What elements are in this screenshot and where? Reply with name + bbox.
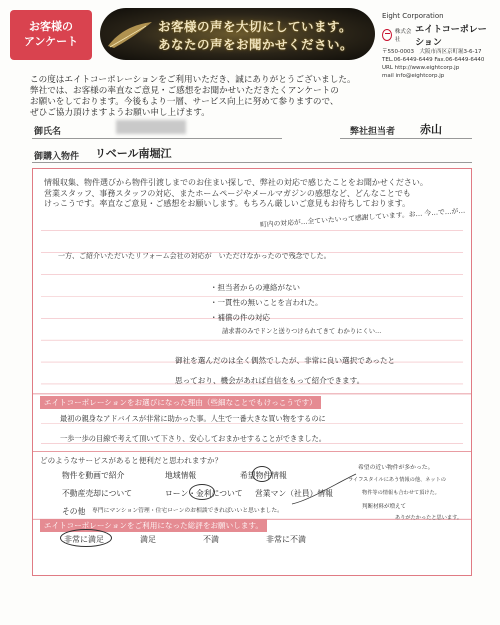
property-label: 御購入物件: [34, 152, 80, 162]
property-underline: [32, 162, 472, 163]
handwriting-s3-other: 専門にマンション管理・住宅ローンのお相談できればいいと思いました。: [92, 508, 283, 514]
company-prefix: 株式会社: [394, 29, 412, 43]
rating-very-dissatisfied[interactable]: 非常に不満: [266, 535, 306, 544]
badge-line2: アンケート: [23, 35, 79, 48]
handwriting-s3-b: ライフスタイルにあう情報の他、ネットの: [348, 477, 446, 483]
name-label: 御氏名: [34, 127, 62, 137]
section3-heading: どのようなサービスがあると便利だと思われますか？: [40, 456, 223, 465]
staff-underline: [340, 138, 472, 139]
handwriting-s2-a: 最初の親身なアドバイスが非常に助かった事。人生で一番大きな買い物をするのに: [60, 414, 326, 423]
handwriting-s3-c: 物件等の情報も合わせて頂けた。: [362, 490, 440, 496]
section1-note-line: けっこうです。率直なご意見・ご感想をお願いします。もちろん厳しいご意見もお待ちしております。: [44, 199, 411, 208]
option-loan[interactable]: ローン・金利について: [165, 489, 243, 498]
intro-text: [30, 75, 385, 119]
rating-satisfied[interactable]: 満足: [140, 535, 156, 544]
handwriting-s3-e: ありがたかったと思います。: [395, 515, 463, 521]
selection-circle: [189, 484, 215, 500]
intro-line: この度はエイトコーポレーションをご利用いただき、誠にありがとうございました。: [30, 75, 356, 85]
section2-heading: エイトコーポレーションをお選びになった理由（些細なことでもけっこうです）: [40, 396, 321, 409]
handwriting-s1-d: ・一貫性の無いことを言われた。: [210, 298, 323, 307]
property-value: リベール南堀江: [95, 147, 172, 160]
option-area-info[interactable]: 地域情報: [165, 471, 197, 480]
name-value-redacted: [116, 120, 186, 134]
staff-label: 弊社担当者: [350, 127, 396, 137]
option-video[interactable]: 物件を動画で紹介: [62, 471, 125, 480]
section1-note-line: 営業スタッフ、事務スタッフの対応、またホームページやメールマガジンの感想など、どんなことでも: [44, 188, 411, 198]
company-name-jp: エイトコーポレーション: [415, 25, 487, 48]
badge-line1: お客様の: [29, 20, 73, 33]
address-line: URL http://www.eightcorp.jp: [382, 65, 460, 71]
staff-value: 赤山: [420, 123, 442, 136]
section1-instructions: [44, 178, 454, 210]
option-desired-property[interactable]: 希望物件情報: [240, 471, 287, 480]
handwriting-s3-a: 希望の近い物件が多かった。: [358, 465, 434, 471]
banner-line1: お客様の声を大切にしています。: [158, 19, 353, 34]
address-line: TEL.06-6449-6449 Fax.06-6449-6440: [382, 57, 485, 63]
rating-very-satisfied[interactable]: 非常に満足: [64, 535, 104, 544]
company-block: [382, 12, 492, 48]
selection-circle: [252, 466, 272, 482]
intro-line: ぜひご協力頂けますようお願い申し上げます。: [30, 108, 210, 118]
feather-icon: [106, 20, 154, 50]
handwriting-s3-d: 判断材料が増えて: [362, 504, 407, 510]
option-sale[interactable]: 不動産売却について: [62, 489, 133, 498]
handwritten-arrow: [290, 470, 360, 510]
banner-line2: あなたの声をお聞かせください。: [158, 37, 354, 52]
address-line: 〒550-0003 大阪市西区京町堀3-6-17: [382, 49, 482, 55]
company-name-en: Eight Corporation: [382, 12, 444, 20]
company-name-jp-row: [382, 22, 492, 48]
handwriting-s1-c: ・担当者からの連絡がない: [210, 283, 300, 292]
handwriting-s1-b: 一方、ご紹介いただいたリフォーム会社の対応が いただけなかったので残念でした。: [58, 252, 331, 260]
address-line: mail info@eightcorp.jp: [382, 73, 445, 79]
selection-circle: [60, 529, 112, 547]
intro-line: お願いをしております。今後もより一層、サービス向上に努めて参りますので、: [30, 97, 339, 107]
name-underline: [32, 138, 282, 139]
handwriting-s1-f: 請求書のみでドンと送りつけられてきて わかりにくい…: [222, 328, 382, 335]
option-other[interactable]: その他: [62, 507, 86, 516]
survey-badge: [10, 10, 92, 60]
handwriting-s1-h: 思っており、機会があれば自信をもって紹介できます。: [175, 376, 365, 385]
company-address: [382, 48, 498, 80]
company-logo-icon: [382, 29, 392, 41]
header-banner: [100, 8, 375, 60]
handwriting-s2-b: 一歩一歩の目線で考えて頂いて下さり、安心しておまかせすることができました。: [60, 434, 326, 443]
section1-note-line: 情報収集、物件選びから物件引渡しまでのお住まい探しで、弊社の対応で感じたことをお聞かせください。: [44, 178, 428, 187]
handwriting-s1-a: 町内の対応が…全ていたいって感謝しています。お… 今…で…が…: [259, 206, 466, 229]
intro-line: 弊社では、お客様の率直なご意見・ご感想をお聞かせいただきたくアンケートの: [30, 86, 339, 96]
rating-dissatisfied[interactable]: 不満: [203, 535, 219, 544]
section4-heading: エイトコーポレーションをご利用になった総評をお願いします。: [40, 519, 267, 532]
handwriting-s1-e: ・補償の件の対応: [210, 313, 270, 322]
option-staff-info[interactable]: 営業マン（社員）情報: [255, 489, 333, 498]
handwriting-s1-g: 御社を選んだのは全く偶然でしたが、非常に良い選択であったと: [175, 356, 396, 365]
